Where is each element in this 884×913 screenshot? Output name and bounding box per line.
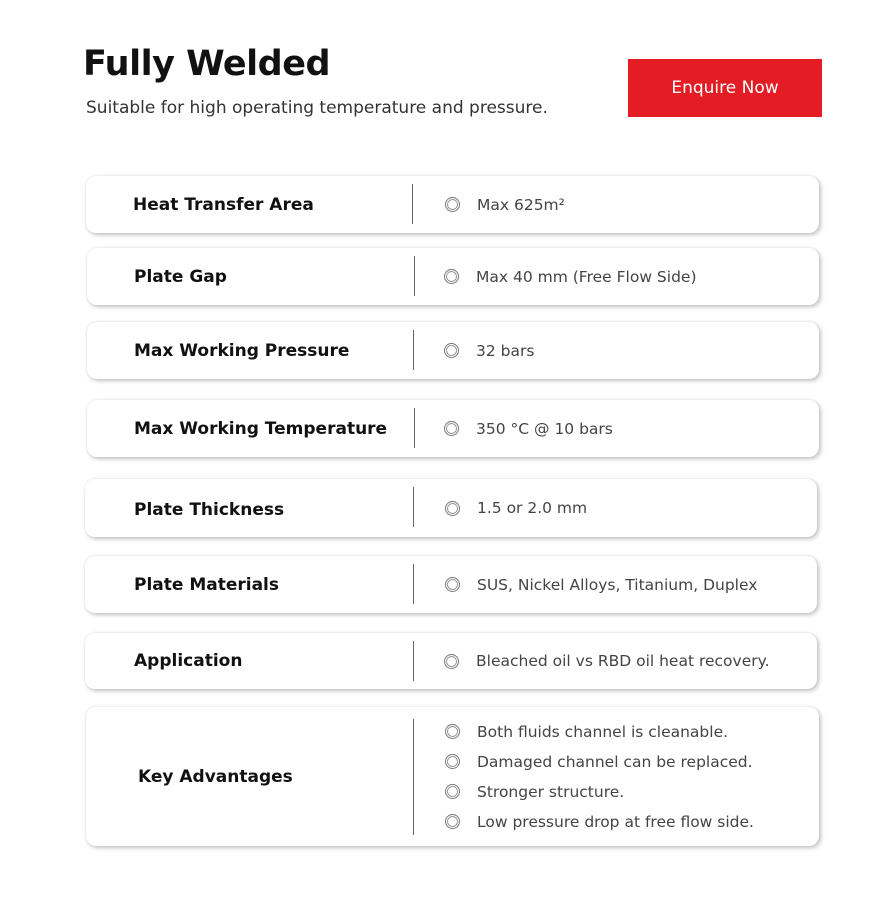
spec-row-plate-materials [85,556,817,613]
spec-label: Key Advantages [138,766,293,787]
spec-value-text: Stronger structure. [477,782,625,801]
spec-label: Plate Materials [134,574,280,595]
spec-values [444,322,534,379]
spec-label: Max Working Temperature [134,418,388,439]
page-title: Fully Welded [83,44,331,84]
spec-divider [413,719,414,835]
spec-values [445,556,757,613]
spec-label: Max Working Pressure [134,340,350,361]
spec-values [445,479,587,537]
spec-row-plate-thickness [85,479,817,537]
enquire-now-button[interactable]: Enquire Now [628,59,822,117]
spec-value-text: Both fluids channel is cleanable. [477,722,729,741]
ring-icon [445,784,460,799]
ring-icon [445,754,460,769]
ring-icon [444,269,459,284]
spec-row-key-advantages [86,707,819,846]
spec-row-max-working-temperature [87,400,819,457]
spec-value [445,747,754,777]
spec-row-application [85,633,817,689]
ring-icon [445,577,460,592]
spec-label: Application [134,651,243,671]
spec-value-text: 32 bars [476,341,535,360]
spec-value [444,646,770,676]
spec-value-text: 350 °C @ 10 bars [476,419,613,438]
spec-divider [413,330,414,370]
spec-divider [413,487,414,527]
spec-value-text: Low pressure drop at free flow side. [477,812,754,831]
spec-divider [414,256,415,296]
spec-label: Plate Gap [134,266,227,287]
ring-icon [444,654,459,669]
spec-value [444,262,697,292]
spec-row-heat-transfer-area [86,176,819,233]
ring-icon [445,724,460,739]
spec-values [444,400,613,457]
spec-value-text: SUS, Nickel Alloys, Titanium, Duplex [477,575,758,594]
ring-icon [445,501,460,516]
spec-row-plate-gap [87,248,819,305]
spec-value [445,570,757,600]
spec-label: Plate Thickness [134,500,285,520]
spec-value-text: Damaged channel can be replaced. [477,752,753,771]
spec-value-text: Max 625m² [477,195,565,214]
spec-value-text: Bleached oil vs RBD oil heat recovery. [476,652,770,670]
spec-value [444,336,534,366]
ring-icon [444,343,459,358]
spec-value [445,717,754,747]
spec-value-text: Max 40 mm (Free Flow Side) [476,267,697,286]
ring-icon [444,421,459,436]
spec-values [445,707,754,846]
spec-row-max-working-pressure [87,322,819,379]
page-subtitle: Suitable for high operating temperature and pressure. [86,98,548,118]
spec-values [445,176,565,233]
spec-values [444,633,770,689]
ring-icon [445,814,460,829]
ring-icon [445,197,460,212]
spec-values [444,248,697,305]
spec-divider [413,641,414,681]
spec-divider [414,408,415,448]
spec-value [444,414,613,444]
spec-divider [412,184,413,224]
spec-value-text: 1.5 or 2.0 mm [477,499,588,517]
spec-value [445,493,587,523]
spec-value [445,777,754,807]
spec-value [445,190,565,220]
spec-value [445,807,754,837]
spec-divider [413,564,414,604]
spec-label: Heat Transfer Area [133,194,314,215]
